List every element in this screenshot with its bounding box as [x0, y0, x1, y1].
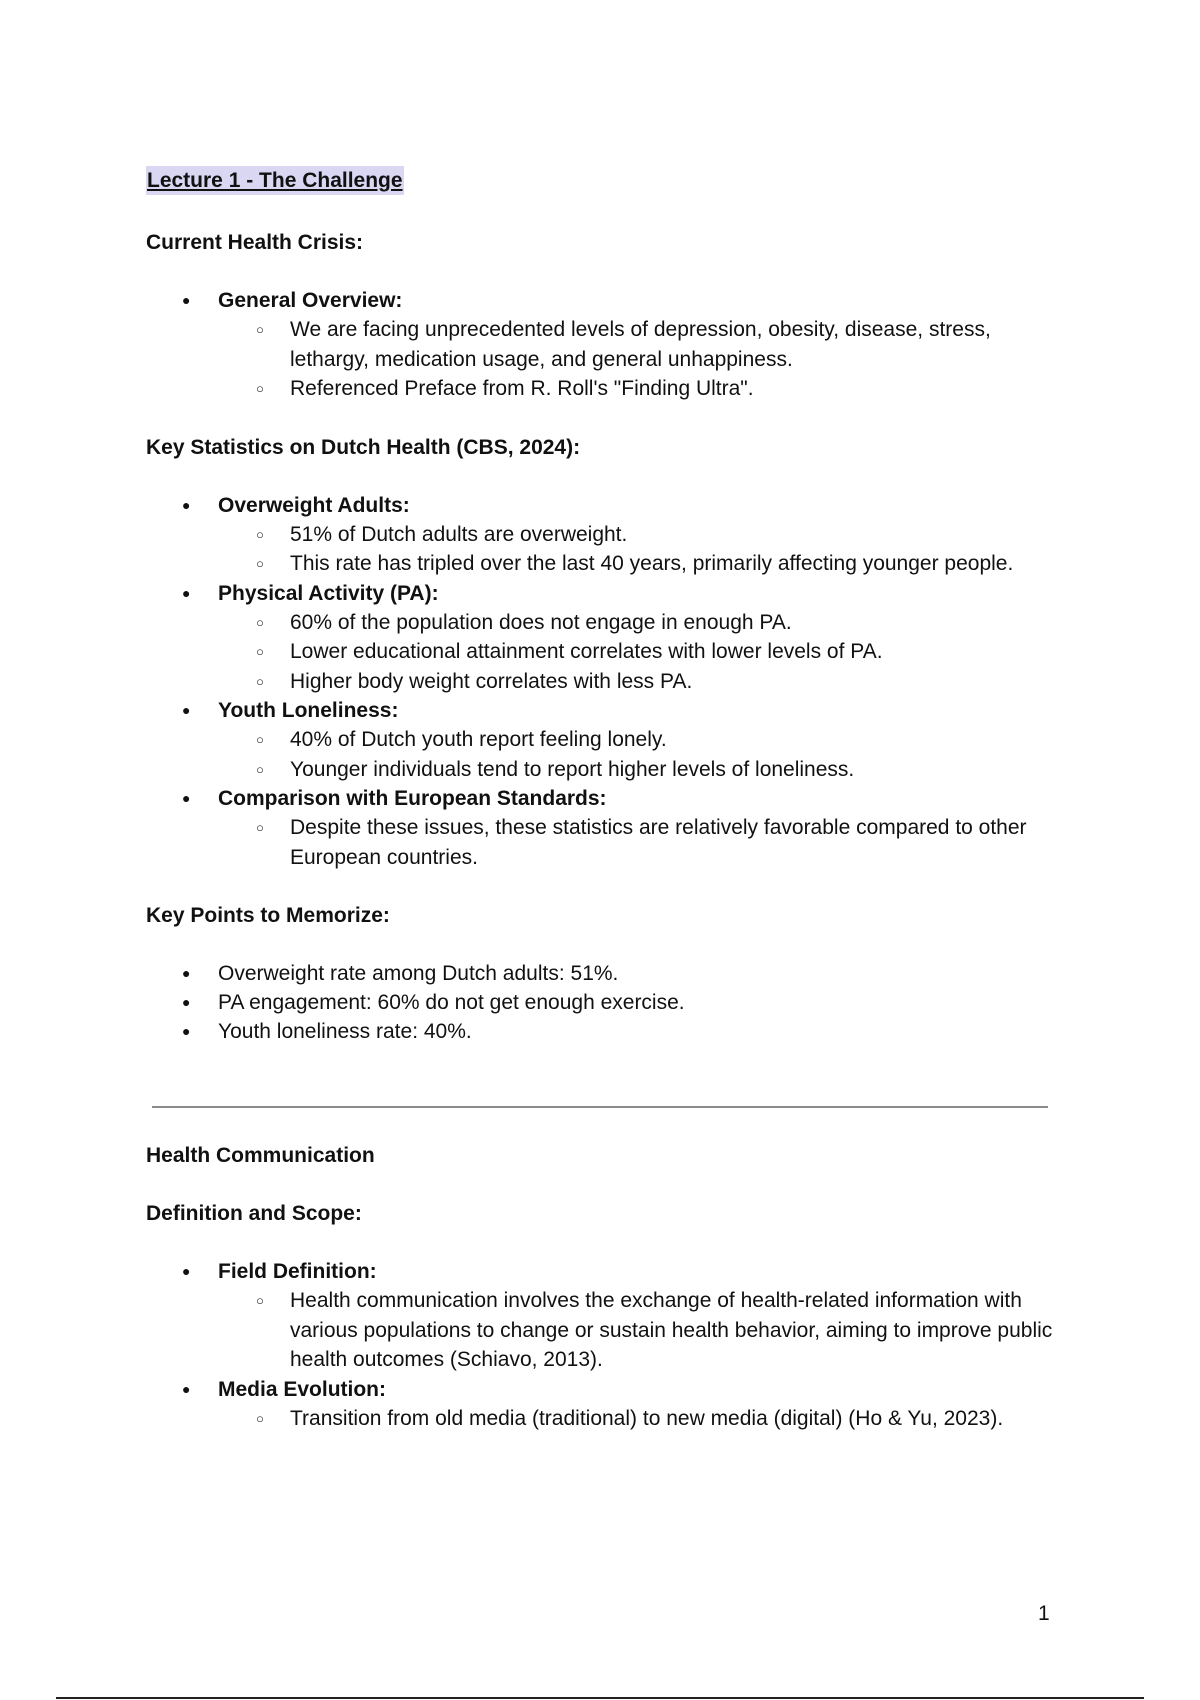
sub-bullet-list — [218, 813, 1066, 872]
list-item — [146, 1375, 1066, 1434]
list-item-label: Media Evolution: — [218, 1377, 386, 1401]
list-item-label: Comparison with European Standards: — [218, 787, 607, 810]
sub-bullet-list — [218, 1286, 1066, 1375]
sub-bullet-list — [218, 725, 1066, 784]
list-item — [146, 1257, 1066, 1375]
sub-bullet-list — [218, 1404, 1066, 1434]
list-item — [146, 784, 1066, 872]
bullet-list — [146, 491, 1066, 873]
sub-list-item: ○ 40% of Dutch youth report feeling lonely. — [218, 725, 1066, 755]
sub-list-item: ○ Younger individuals tend to report higher levels of loneliness. — [218, 755, 1066, 785]
sub-list-item: ○ 60% of the population does not engage in enough PA. — [218, 608, 1066, 638]
sub-list-item: ○ 51% of Dutch adults are overweight. — [218, 520, 1066, 550]
section-heading-current-health-crisis: Current Health Crisis: — [146, 231, 364, 254]
list-item — [146, 286, 1066, 404]
page-bottom-border — [56, 1697, 1144, 1699]
sub-bullet-list — [218, 520, 1066, 579]
bullet-list — [146, 1257, 1066, 1433]
list-item — [146, 491, 1066, 579]
list-item-label: Youth Loneliness: — [218, 699, 399, 722]
section-heading-key-points: Key Points to Memorize: — [146, 904, 390, 927]
sub-bullet-list — [218, 315, 1066, 404]
sub-list-item: ○ Health communication involves the exchange of health-related information with various populations to change or sustain health behavior, aiming to improve public health outcomes (Schiavo, 2013). — [218, 1286, 1066, 1375]
list-item — [146, 696, 1066, 784]
list-item-label: Field Definition: — [218, 1260, 377, 1283]
list-item-label: Overweight Adults: — [218, 493, 410, 517]
list-item: ● PA engagement: 60% do not get enough exercise. — [146, 988, 1066, 1017]
sub-bullet-list — [218, 608, 1066, 697]
sub-list-item: ○ Lower educational attainment correlates with lower levels of PA. — [218, 637, 1066, 667]
sub-list-item: ○ We are facing unprecedented levels of depression, obesity, disease, stress, lethargy, medication usage, and general unhappiness. — [218, 315, 1066, 374]
section-subheading-definition-scope: Definition and Scope: — [146, 1202, 362, 1225]
bullet-list — [146, 959, 1066, 1046]
sub-list-item: ○ Despite these issues, these statistics are relatively favorable compared to other European countries. — [218, 813, 1066, 872]
sub-list-item: ○ Higher body weight correlates with less PA. — [218, 667, 1066, 697]
list-item: ● Youth loneliness rate: 40%. — [146, 1017, 1066, 1046]
sub-list-item: ○ Referenced Preface from R. Roll's "Finding Ultra". — [218, 374, 1066, 404]
section-heading-key-statistics: Key Statistics on Dutch Health (CBS, 2024): — [146, 435, 581, 459]
list-item — [146, 579, 1066, 697]
page-number: 1 — [1038, 1602, 1050, 1625]
horizontal-divider — [152, 1106, 1048, 1108]
list-item: ● Overweight rate among Dutch adults: 51%. — [146, 959, 1066, 988]
sub-list-item: ○ This rate has tripled over the last 40 years, primarily affecting younger people. — [218, 549, 1066, 579]
section-heading-health-communication: Health Communication — [146, 1144, 375, 1167]
page-title: Lecture 1 - The Challenge — [146, 166, 404, 195]
document-body-bottom — [146, 1141, 1066, 1433]
list-item-label: General Overview: — [218, 289, 403, 312]
document-body-top — [146, 166, 1066, 1046]
sub-list-item: ○ Transition from old media (traditional) to new media (digital) (Ho & Yu, 2023). — [218, 1404, 1066, 1434]
list-item-label: Physical Activity (PA): — [218, 581, 439, 605]
bullet-list — [146, 286, 1066, 404]
